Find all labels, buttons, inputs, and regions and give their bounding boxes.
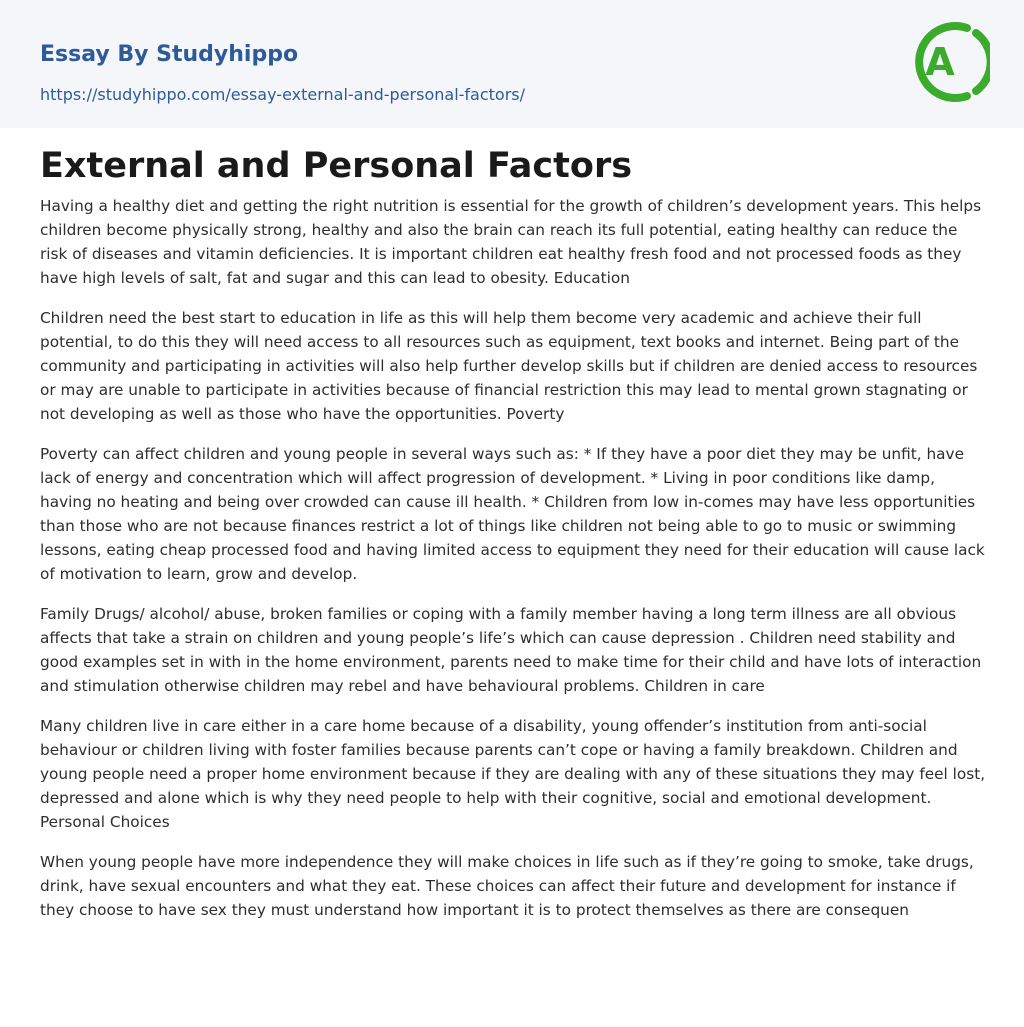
essay-paragraph: Poverty can affect children and young people in several ways such as: * If they have a poor diet they may be unfit, have lack of energy and concentration which will affect progression of development. * Living in poor conditions like damp, having no heating and being over crowded can cause ill health. * Children from low in-comes may have less opportunities than those who are not because finances restrict a lot of things like children not being able to go to music or swimming lessons, eating cheap processed food and having limited access to equipment they need for their education will cause lack of motivation to learn, grow and develop. [40,445,985,583]
page-url-link[interactable]: https://studyhippo.com/essay-external-and-personal-factors/ [40,85,526,104]
brand-name[interactable]: Essay By Studyhippo [40,42,299,67]
essay-paragraph: Children need the best start to education in life as this will help them become very academic and achieve their full potential, to do this they will need access to all resources such as equipment, text books and internet. Being part of the community and participating in activities will also help further develop skills but if children are denied access to resources or may are unable to participate in activities because of financial restriction this may lead to mental grown stagnating or not developing as well as those who have the opportunities. Poverty [40,309,978,423]
studyhippo-logo-icon[interactable] [910,18,990,106]
essay-paragraph: Having a healthy diet and getting the right nutrition is essential for the growth of children’s development years. This helps children become physically strong, healthy and also the brain can reach its full potential, eating healthy can reduce the risk of diseases and vitamin deficiencies. It is important children eat healthy fresh food and not processed foods as they have high levels of salt, fat and sugar and this can lead to obesity. Education [40,197,982,287]
essay-title: External and Personal Factors [40,146,633,186]
essay-paragraph: Family Drugs/ alcohol/ abuse, broken families or coping with a family member having a long term illness are all obvious affects that take a strain on children and young people’s life’s which can cause depression . Children need stability and good examples set in with in the home environment, parents need to make time for their child and have lots of interaction and stimulation otherwise children may rebel and have behavioural problems. Children in care [40,605,982,695]
logo-letter: A [925,40,955,84]
essay-paragraph: When young people have more independence they will make choices in life such as if they’re going to smoke, take drugs, drink, have sexual encounters and what they eat. These choices can affect their future and development for instance if they choose to have sex they must understand how important it is to protect themselves as there are consequen [40,853,974,919]
essay-paragraph: Many children live in care either in a care home because of a disability, young offender’s institution from anti-social behaviour or children living with foster families because parents can’t cope or having a family breakdown. Children and young people need a proper home environment because if they are dealing with any of these situations they may feel lost, depressed and alone which is why they need people to help with their cognitive, social and emotional development. Personal Choices [40,717,986,831]
site-header [0,0,1024,128]
essay-body [40,194,988,938]
